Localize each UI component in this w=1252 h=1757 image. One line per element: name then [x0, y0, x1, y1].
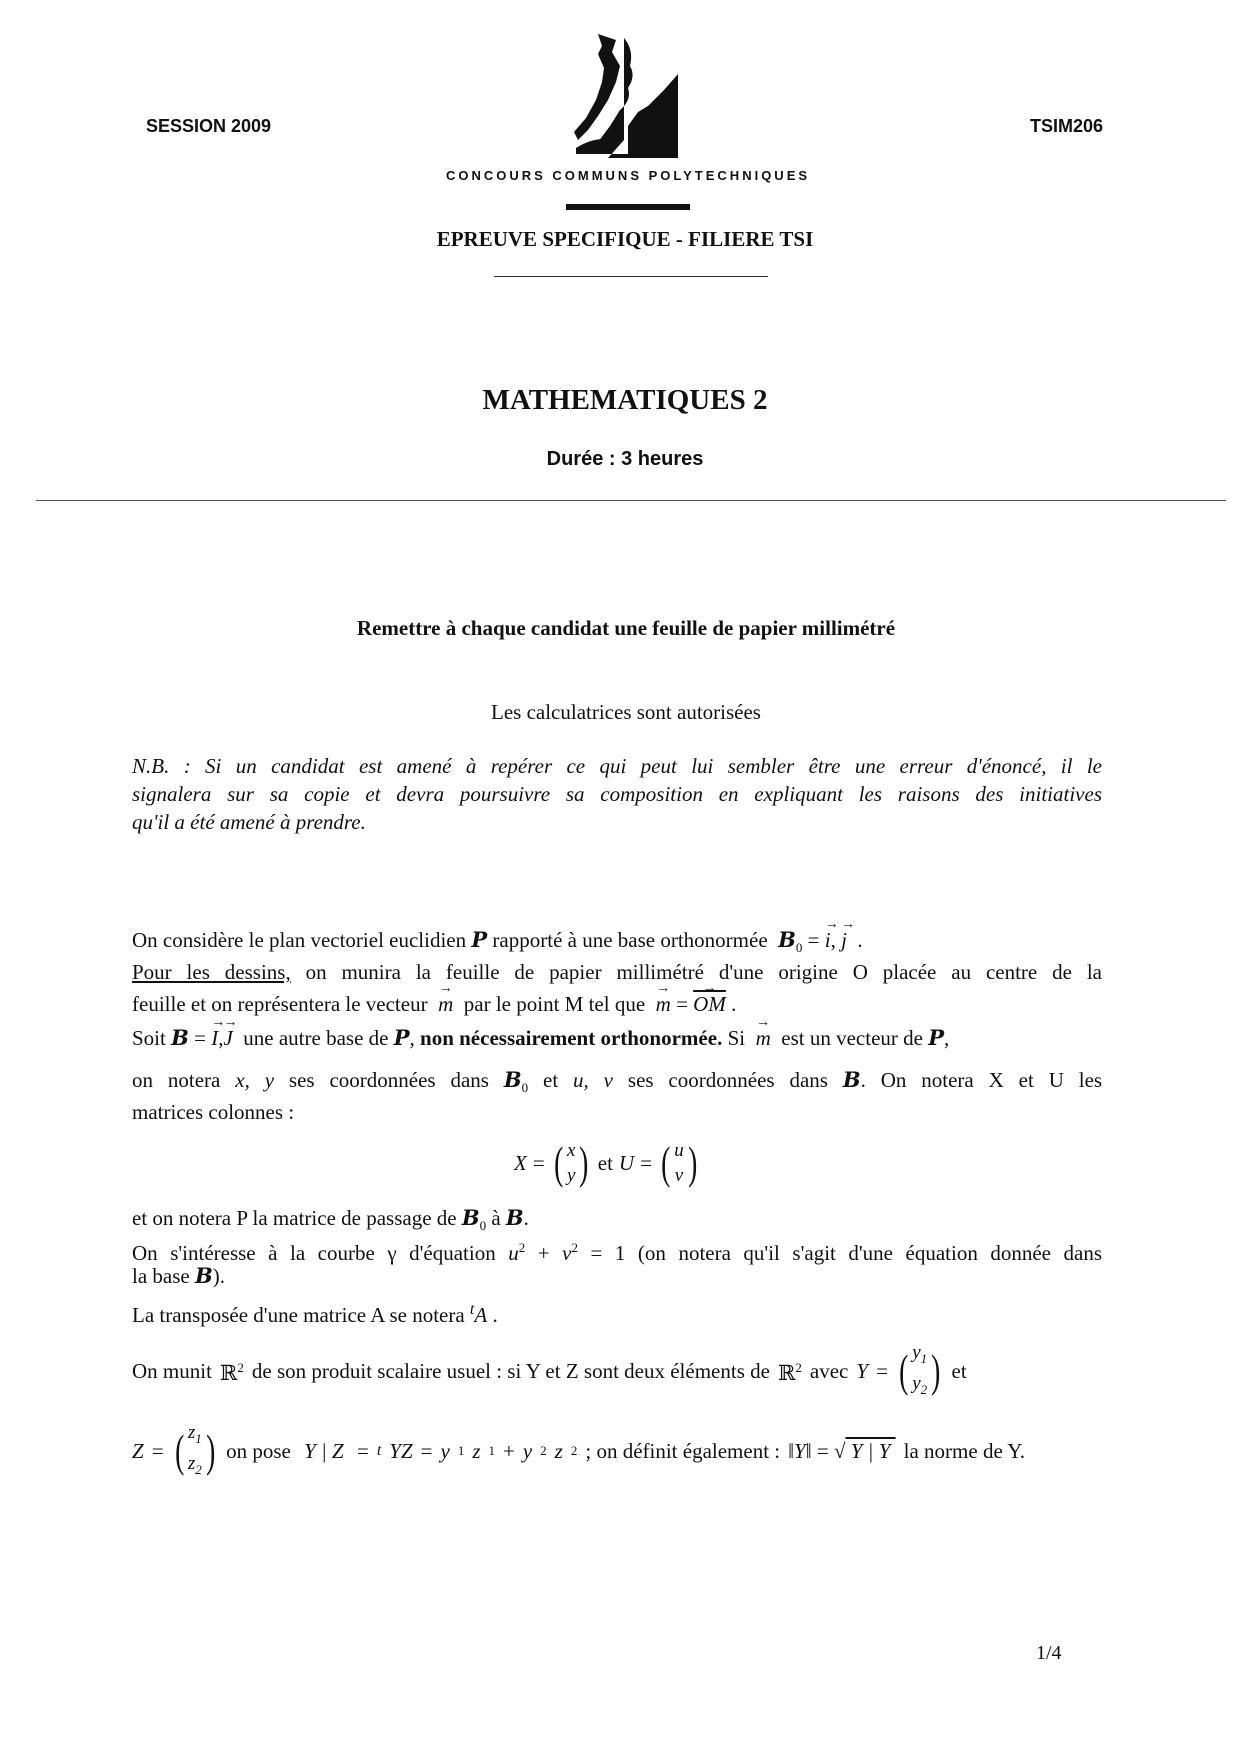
text: et	[951, 1358, 967, 1383]
text: est un vecteur de	[781, 1026, 923, 1050]
text: et	[543, 1068, 559, 1092]
text: On notera X et U les	[880, 1068, 1103, 1092]
nb-line-1: N.B. : Si un candidat est amené à repérer ce qui peut lui sembler être une erreur d'énoncé, il le	[132, 754, 1102, 778]
text: on notera	[132, 1068, 221, 1092]
text: La transposée d'une matrice A se notera	[132, 1303, 465, 1327]
base-b0-symbol: B	[778, 927, 796, 952]
text: Soit	[132, 1026, 166, 1050]
nb-line-2: signalera sur sa copie et devra poursuivre sa composition en expliquant les raisons des initiatives	[132, 782, 1102, 806]
body-line-10: La transposée d'une matrice A se notera $^t$A .	[132, 1301, 498, 1327]
text: avec	[809, 1358, 849, 1383]
text: une autre base de	[243, 1026, 389, 1050]
text: On munit	[132, 1358, 212, 1383]
page-number: 1/4	[1036, 1642, 1062, 1664]
body-line-12: Z = ( $z_1$ $z_2$ ) on pose Y | Z = t YZ = y 1 z 1 + y 2 z 2 ; on définit également : ‖Y‖ = √ Y | Y la norme de Y.	[132, 1422, 1025, 1477]
paper-instruction: Remettre à chaque candidat une feuille de papier millimétré	[356, 616, 896, 640]
body-line-8: On s'intéresse à la courbe γ d'équation $u^2 + v^2 = 1$ (on notera qu'il s'agit d'une équation donnée dans	[132, 1240, 1103, 1265]
title-divider	[36, 500, 1226, 501]
eq-et: et	[597, 1150, 613, 1175]
ccp-logo	[568, 30, 688, 164]
body-line-6: matrices colonnes :	[132, 1100, 295, 1124]
plane-symbol: P	[471, 927, 488, 952]
header-divider	[494, 276, 768, 277]
duration: Durée : 3 heures	[546, 448, 704, 470]
logo-text: CONCOURS COMMUNS POLYTECHNIQUES	[445, 168, 811, 183]
session-label: SESSION 2009	[146, 116, 272, 136]
epreuve-title: EPREUVE SPECIFIQUE - FILIERE TSI	[436, 227, 814, 251]
body-line-2	[132, 958, 1102, 986]
body-line-7: et on notera P la matrice de passage de $B_0$ à B.	[132, 1205, 529, 1234]
text: on pose	[226, 1438, 291, 1463]
text: et on notera P la matrice de passage de	[132, 1206, 457, 1230]
text: on munira la feuille de papier millimétré d'une origine O placée au centre de la	[290, 960, 1102, 984]
text: On s'intéresse à la courbe γ d'équation	[132, 1241, 496, 1265]
non-orthonormal-emphasis: non nécessairement orthonormée.	[420, 1026, 723, 1050]
drawings-heading: Pour les dessins,	[132, 960, 291, 984]
text: de son produit scalaire usuel : si Y et Z sont deux éléments de	[251, 1358, 770, 1383]
nb-line-3: qu'il a été amené à prendre.	[132, 810, 366, 834]
body-line-3: feuille et on représentera le vecteur → m par le point M tel que → m = → $\overline{OM}$ .	[132, 990, 1102, 1018]
body-line-9: la base B).	[132, 1263, 225, 1288]
text: la base	[132, 1264, 190, 1288]
text: la norme de Y.	[903, 1438, 1025, 1463]
text: ses coordonnées dans	[288, 1068, 489, 1092]
text: rapporté à une base orthonormée	[492, 928, 768, 952]
text: ses coordonnées dans	[627, 1068, 828, 1092]
body-line-4: Soit B = → I,→ J une autre base de P, non nécessairement orthonormée. Si → m est un vecteur de P,	[132, 1024, 1102, 1052]
text: par le point M tel que	[463, 992, 646, 1016]
subject-title: MATHEMATIQUES 2	[482, 384, 768, 416]
exam-code: TSIM206	[1030, 116, 1104, 136]
body-line-1: On considère le plan vectoriel euclidien P rapporté à une base orthonormée $B_0$ = → i, → j .	[132, 926, 1102, 962]
text: feuille et on représentera le vecteur	[132, 992, 428, 1016]
body-line-11: On munit ℝ$^2$ de son produit scalaire usuel : si Y et Z sont deux éléments de ℝ$^2$ avec Y = ( $y_1$ $y_2$ ) et	[132, 1342, 967, 1397]
text: On considère le plan vectoriel euclidien	[132, 928, 467, 952]
logo-underline	[566, 204, 690, 210]
text: ; on définit également :	[585, 1438, 781, 1463]
ccp-logo-icon	[568, 30, 688, 164]
text: à	[491, 1206, 501, 1230]
text: (on notera qu'il s'agit d'une équation donnée dans	[637, 1241, 1103, 1265]
text: Si	[727, 1026, 746, 1050]
matrix-equation: X = ( x y ) et U = ( u v )	[514, 1137, 698, 1188]
calculator-note: Les calculatrices sont autorisées	[491, 700, 761, 724]
body-line-5: on notera x, y ses coordonnées dans $B_0$ et u, v ses coordonnées dans B. On notera X et U les	[132, 1067, 1103, 1096]
